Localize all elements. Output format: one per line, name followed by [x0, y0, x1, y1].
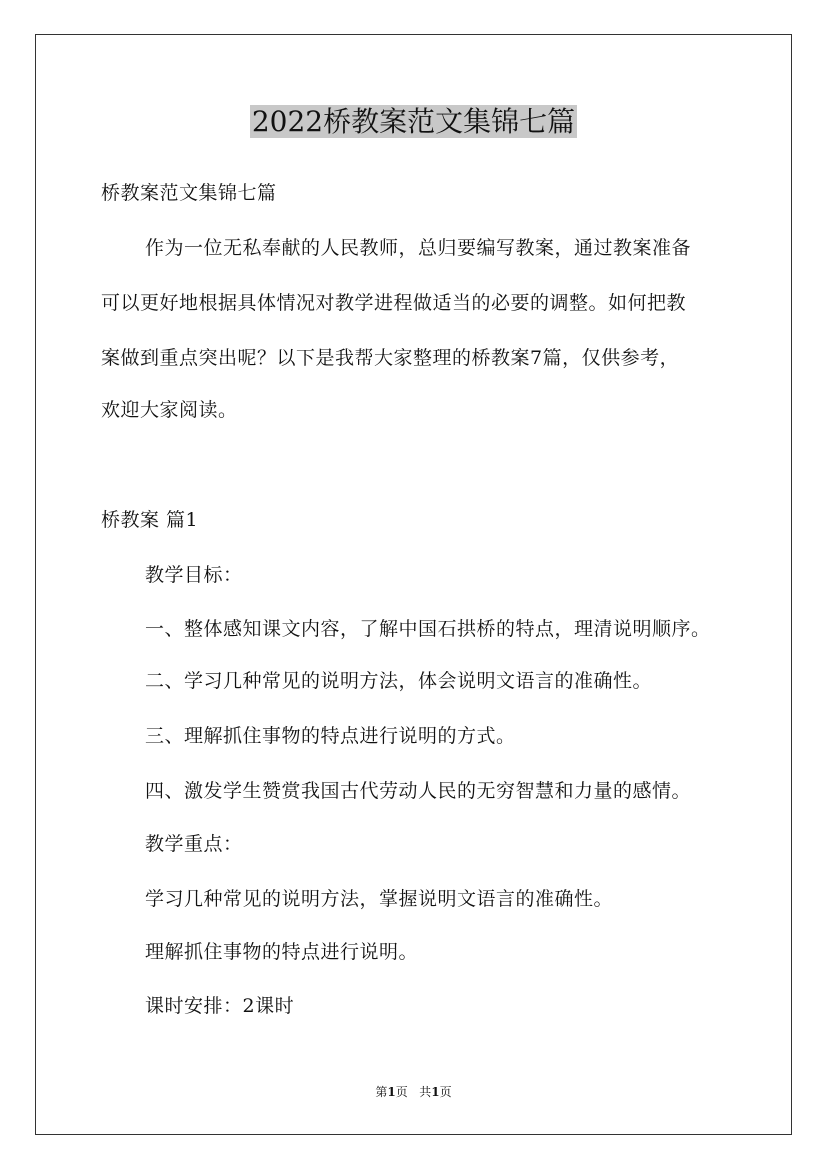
body-line-schedule: 课时安排：2课时 [145, 995, 295, 1017]
body-line-objective-3: 三、理解抓住事物的特点进行说明的方式。 [145, 725, 516, 747]
page-footer [0, 1084, 827, 1100]
body-line-objective-4: 四、激发学生赞赏我国古代劳动人民的无穷智慧和力量的感情。 [145, 780, 692, 802]
body-line-key-point-1: 学习几种常见的说明方法，掌握说明文语言的准确性。 [145, 888, 614, 910]
section-heading: 桥教案 篇1 [101, 509, 199, 531]
intro-line-2: 可以更好地根据具体情况对教学进程做适当的必要的调整。如何把教 [101, 292, 687, 314]
document-subtitle: 桥教案范文集锦七篇 [101, 182, 277, 204]
body-line-key-point-2: 理解抓住事物的特点进行说明。 [145, 941, 419, 963]
body-line-objective-1: 一、整体感知课文内容，了解中国石拱桥的特点，理清说明顺序。 [145, 618, 711, 640]
footer-page-number: 1 [387, 1085, 396, 1099]
body-line-objectives-label: 教学目标： [145, 564, 243, 586]
footer-page-suffix: 页 [395, 1085, 408, 1099]
body-line-objective-2: 二、学习几种常见的说明方法，体会说明文语言的准确性。 [145, 670, 653, 692]
document-title-text: 2022桥教案范文集锦七篇 [251, 105, 576, 138]
footer-total-pages: 1 [431, 1085, 440, 1099]
body-line-key-points-label: 教学重点： [145, 833, 243, 855]
intro-line-1: 作为一位无私奉献的人民教师，总归要编写教案，通过教案准备 [145, 237, 692, 259]
intro-line-4: 欢迎大家阅读。 [101, 399, 238, 421]
document-title [0, 100, 827, 144]
footer-total-suffix: 页 [439, 1085, 452, 1099]
footer-total-prefix: 共 [419, 1085, 432, 1099]
intro-line-3: 案做到重点突出呢？以下是我帮大家整理的桥教案7篇，仅供参考， [101, 347, 680, 369]
footer-page-prefix: 第 [375, 1085, 388, 1099]
